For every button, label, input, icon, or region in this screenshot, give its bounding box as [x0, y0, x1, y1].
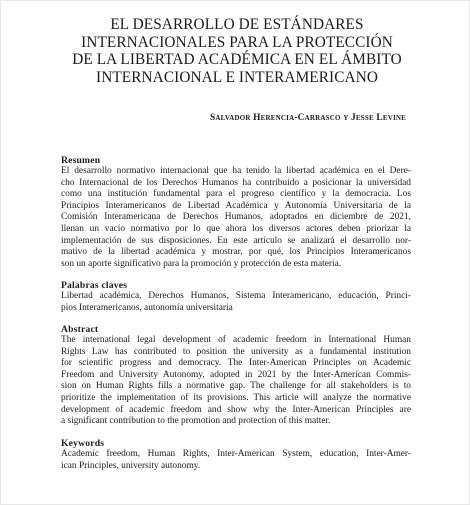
title-line: EL DESARROLLO DE ESTÁNDARES: [110, 16, 364, 33]
abstract-heading: Abstract: [61, 324, 99, 335]
text-line: pios Interamericanos, autonomía universitaria: [61, 302, 233, 313]
text-line: ican Principles, university autonomy.: [61, 460, 201, 471]
text-line: Principios Interamericanos de Libertad Académica y Autonomía Universitaria de la: [61, 200, 411, 211]
text-line: Freedom and University Autonomy, adopted in 2021 by the Inter-American Commis-: [61, 369, 411, 380]
text-line: son un aporte significativo para la promoción y protección de esta materia.: [61, 258, 342, 269]
resumen-heading: Resumen: [61, 155, 101, 166]
keywords-heading: Keywords: [61, 438, 105, 449]
title-line: INTERNACIONALES PARA LA PROTECCIÓN: [81, 33, 393, 51]
text-line: llenan un vacío normativo por lo que ahora los diversos actores deben priorizar la: [61, 223, 411, 234]
text-line: mativo de la libertad académica y mostrar, por qué, los Principios Interamericanos: [61, 247, 411, 258]
text-line: a significant contribution to the promotion and protection of this matter.: [61, 416, 331, 427]
text-line: Comisión Interamericana de Derechos Humanos, adoptados en diciembre de 2021,: [61, 212, 411, 223]
text-line: cho Internacional de los Derechos Humanos ha contribuido a posicionar la universidad: [61, 177, 411, 188]
title-line: INTERNACIONAL E INTERAMERICANO: [96, 68, 378, 86]
keywords-text: [61, 449, 411, 472]
text-line: Academic freedom, Human Rights, Inter-American System, education, Inter-Amer-: [61, 449, 411, 459]
text-line: El desarrollo normativo internacional que ha tenido la libertad académica en el Dere-: [61, 166, 411, 176]
resumen-text: [61, 166, 411, 270]
title-line: DE LA LIBERTAD ACADÉMICA EN EL ÁMBITO: [72, 51, 402, 69]
text-line: The international legal development of academic freedom in International Human: [61, 335, 411, 345]
text-line: for scientific progress and democracy. The Inter-American Principles on Academic: [61, 358, 411, 369]
paper-title: [41, 16, 433, 86]
authors: Salvador Herencia-Carrasco y Jesse Levine: [209, 113, 406, 123]
text-line: sion on Human Rights fills a normative gap. The challenge for all stakeholders is to: [61, 381, 411, 392]
palabras-claves-heading: Palabras claves: [61, 280, 128, 291]
palabras-claves-text: [61, 291, 411, 314]
text-line: Rights Law has contributed to position the university as a fundamental institution: [61, 346, 411, 357]
abstract-text: [61, 335, 411, 428]
text-line: prioritize the implementation of its provisions. This article will analyze the normative: [61, 392, 411, 403]
text-line: implementación de sus disposiciones. En este artículo se analizará el desarrollo nor-: [61, 235, 411, 246]
text-line: development of academic freedom and show why the Inter-American Principles are: [61, 404, 411, 415]
text-line: Libertad académica, Derechos Humanos, Sistema Interamericano, educación, Princi-: [61, 291, 411, 301]
text-line: como una institución fundamental para el progreso científico y la democracia. Los: [61, 189, 411, 200]
